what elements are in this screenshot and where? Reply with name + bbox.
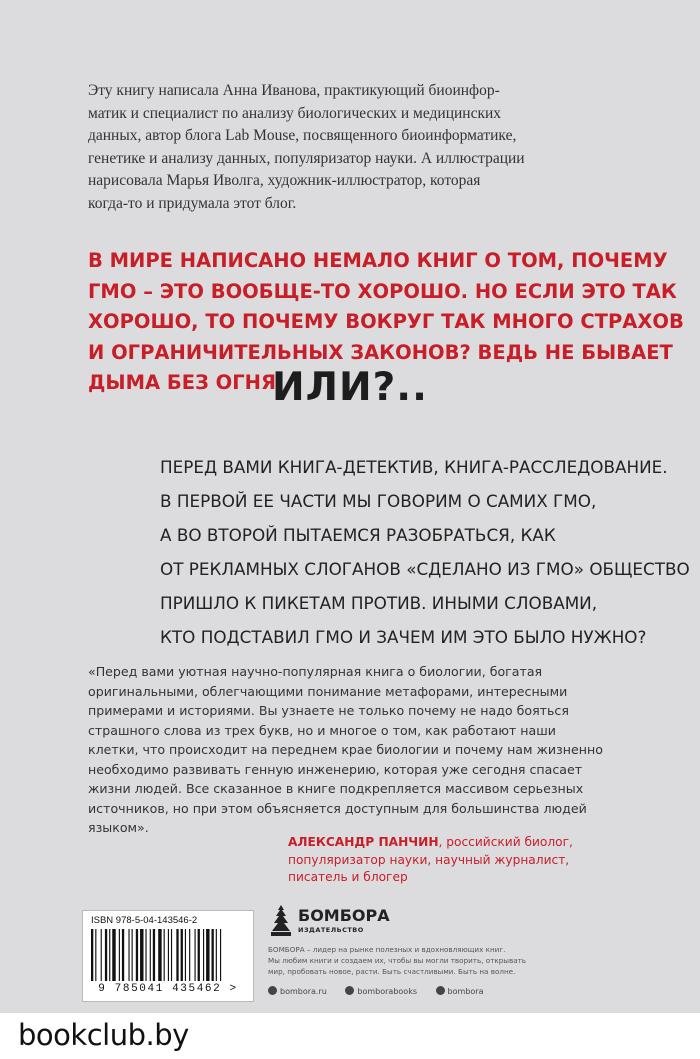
blurb-line: ОТ РЕКЛАМНЫХ СЛОГАНОВ «СДЕЛАНО ИЗ ГМО» ОБЩЕСТВО <box>160 559 690 579</box>
globe-icon <box>268 986 277 995</box>
vk-icon <box>345 986 354 995</box>
intro-line: когда-то и придумала этот блог. <box>88 194 297 212</box>
review-quote <box>88 662 668 838</box>
quote-line: страшного слова из трех букв, но и многое о том, как работают наши <box>88 722 556 738</box>
quote-line: «Перед вами уютная научно-популярная книга о биологии, богатая <box>88 664 543 679</box>
emphasis-text: ИЛИ?.. <box>272 365 428 410</box>
bombora-logo-icon <box>268 904 294 938</box>
quote-line: клетки, что происходит на переднем крае биологии и почему нам жизненно <box>88 742 603 757</box>
social-vk <box>345 987 417 996</box>
watermark-footer <box>0 1013 700 1059</box>
isbn-label: ISBN 978-5-04-143546-2 <box>91 915 198 926</box>
blurb-line: В ПЕРВОЙ ЕЕ ЧАСТИ МЫ ГОВОРИМ О САМИХ ГМО, <box>160 491 597 511</box>
author-intro <box>88 80 658 215</box>
headline-line: ДЫМА БЕЗ ОГНЯ. <box>88 371 284 394</box>
quote-line: примерами и историями. Вы узнаете не только почему не надо бояться <box>88 703 569 718</box>
quote-line: необходимо развивать генную инженерию, которая уже сегодня спасает <box>88 761 583 777</box>
blurb-line: ПРИШЛО К ПИКЕТАМ ПРОТИВ. ИНЫМИ СЛОВАМИ, <box>160 593 598 613</box>
publisher-line: БОМБОРА – лидер на рынке полезных и вдохновляющих книг. <box>268 945 506 954</box>
publisher-description <box>268 944 598 977</box>
social-site-label: bombora.ru <box>280 987 327 996</box>
site-watermark: bookclub.by <box>18 1018 189 1052</box>
quote-line: источников, но при этом объясняется доступным для большинства людей <box>88 800 587 816</box>
quote-attribution <box>288 834 688 887</box>
blurb-line: А ВО ВТОРОЙ ПЫТАЕМСЯ РАЗОБРАТЬСЯ, КАК <box>160 525 556 545</box>
author-name: АЛЕКСАНДР ПАНЧИН <box>288 835 439 849</box>
barcode-icon <box>89 929 247 983</box>
intro-line: данных, автор блога Lab Mouse, посвященного биоинформатике, <box>88 127 517 144</box>
attribution-line-1 <box>288 834 688 852</box>
social-other-label: bombora <box>447 987 484 996</box>
intro-line: генетике и анализу данных, популяризатор науки. А иллюстрации <box>88 149 525 167</box>
headline-line: ГМО – ЭТО ВООБЩЕ-ТО ХОРОШО. НО ЕСЛИ ЭТО ТАК <box>88 279 677 303</box>
ean-digits: 9 785041 435462 > <box>98 983 238 995</box>
blurb-line: ПЕРЕД ВАМИ КНИГА-ДЕТЕКТИВ, КНИГА-РАССЛЕДОВАНИЕ. <box>160 457 668 477</box>
publisher-socials <box>268 986 499 996</box>
headline-line: И ОГРАНИЧИТЕЛЬНЫХ ЗАКОНОВ? ВЕДЬ НЕ БЫВАЕТ <box>88 340 673 364</box>
publisher-name: БОМБОРА <box>298 906 390 925</box>
social-network-icon <box>436 986 445 995</box>
headline-line: ХОРОШО, ТО ПОЧЕМУ ВОКРУГ ТАК МНОГО СТРАХОВ <box>88 310 684 333</box>
blurb-line: КТО ПОДСТАВИЛ ГМО И ЗАЧЕМ ИМ ЭТО БЫЛО НУЖНО? <box>160 627 647 647</box>
quote-line: оригинальными, облегчающими понимание метафорами, интересными <box>88 683 568 699</box>
intro-line: Эту книгу написала Анна Иванова, практикующий биоинфор- <box>88 82 500 99</box>
social-site <box>268 987 327 996</box>
intro-line: нарисовала Марья Иволга, художник-иллюстратор, которая <box>88 172 481 189</box>
quote-line: языком». <box>88 820 149 835</box>
attribution-line-3: писатель и блогер <box>288 870 408 884</box>
publisher-subtitle: ИЗДАТЕЛЬСТВО <box>298 926 364 934</box>
social-other <box>436 987 484 996</box>
publisher-line: мир, пробовать новое, расти. Быть счастливыми. Быть на волне. <box>268 967 516 976</box>
book-blurb <box>160 450 690 654</box>
barcode-panel <box>82 910 254 1002</box>
headline-line: В МИРЕ НАПИСАНО НЕМАЛО КНИГ О ТОМ, ПОЧЕМУ <box>88 249 668 272</box>
quote-line: жизни людей. Все сказанное в книге подкрепляется массивом серьезных <box>88 781 584 796</box>
attribution-line-2: популяризатор науки, научный журналист, <box>288 852 570 867</box>
intro-line: матик и специалист по анализу биологических и медицинских <box>88 104 502 122</box>
publisher-line: Мы любим книги и создаем их, чтобы вы могли творить, открывать <box>268 956 527 965</box>
author-role: , российский биолог, <box>438 835 573 849</box>
social-vk-label: bomborabooks <box>357 987 417 996</box>
